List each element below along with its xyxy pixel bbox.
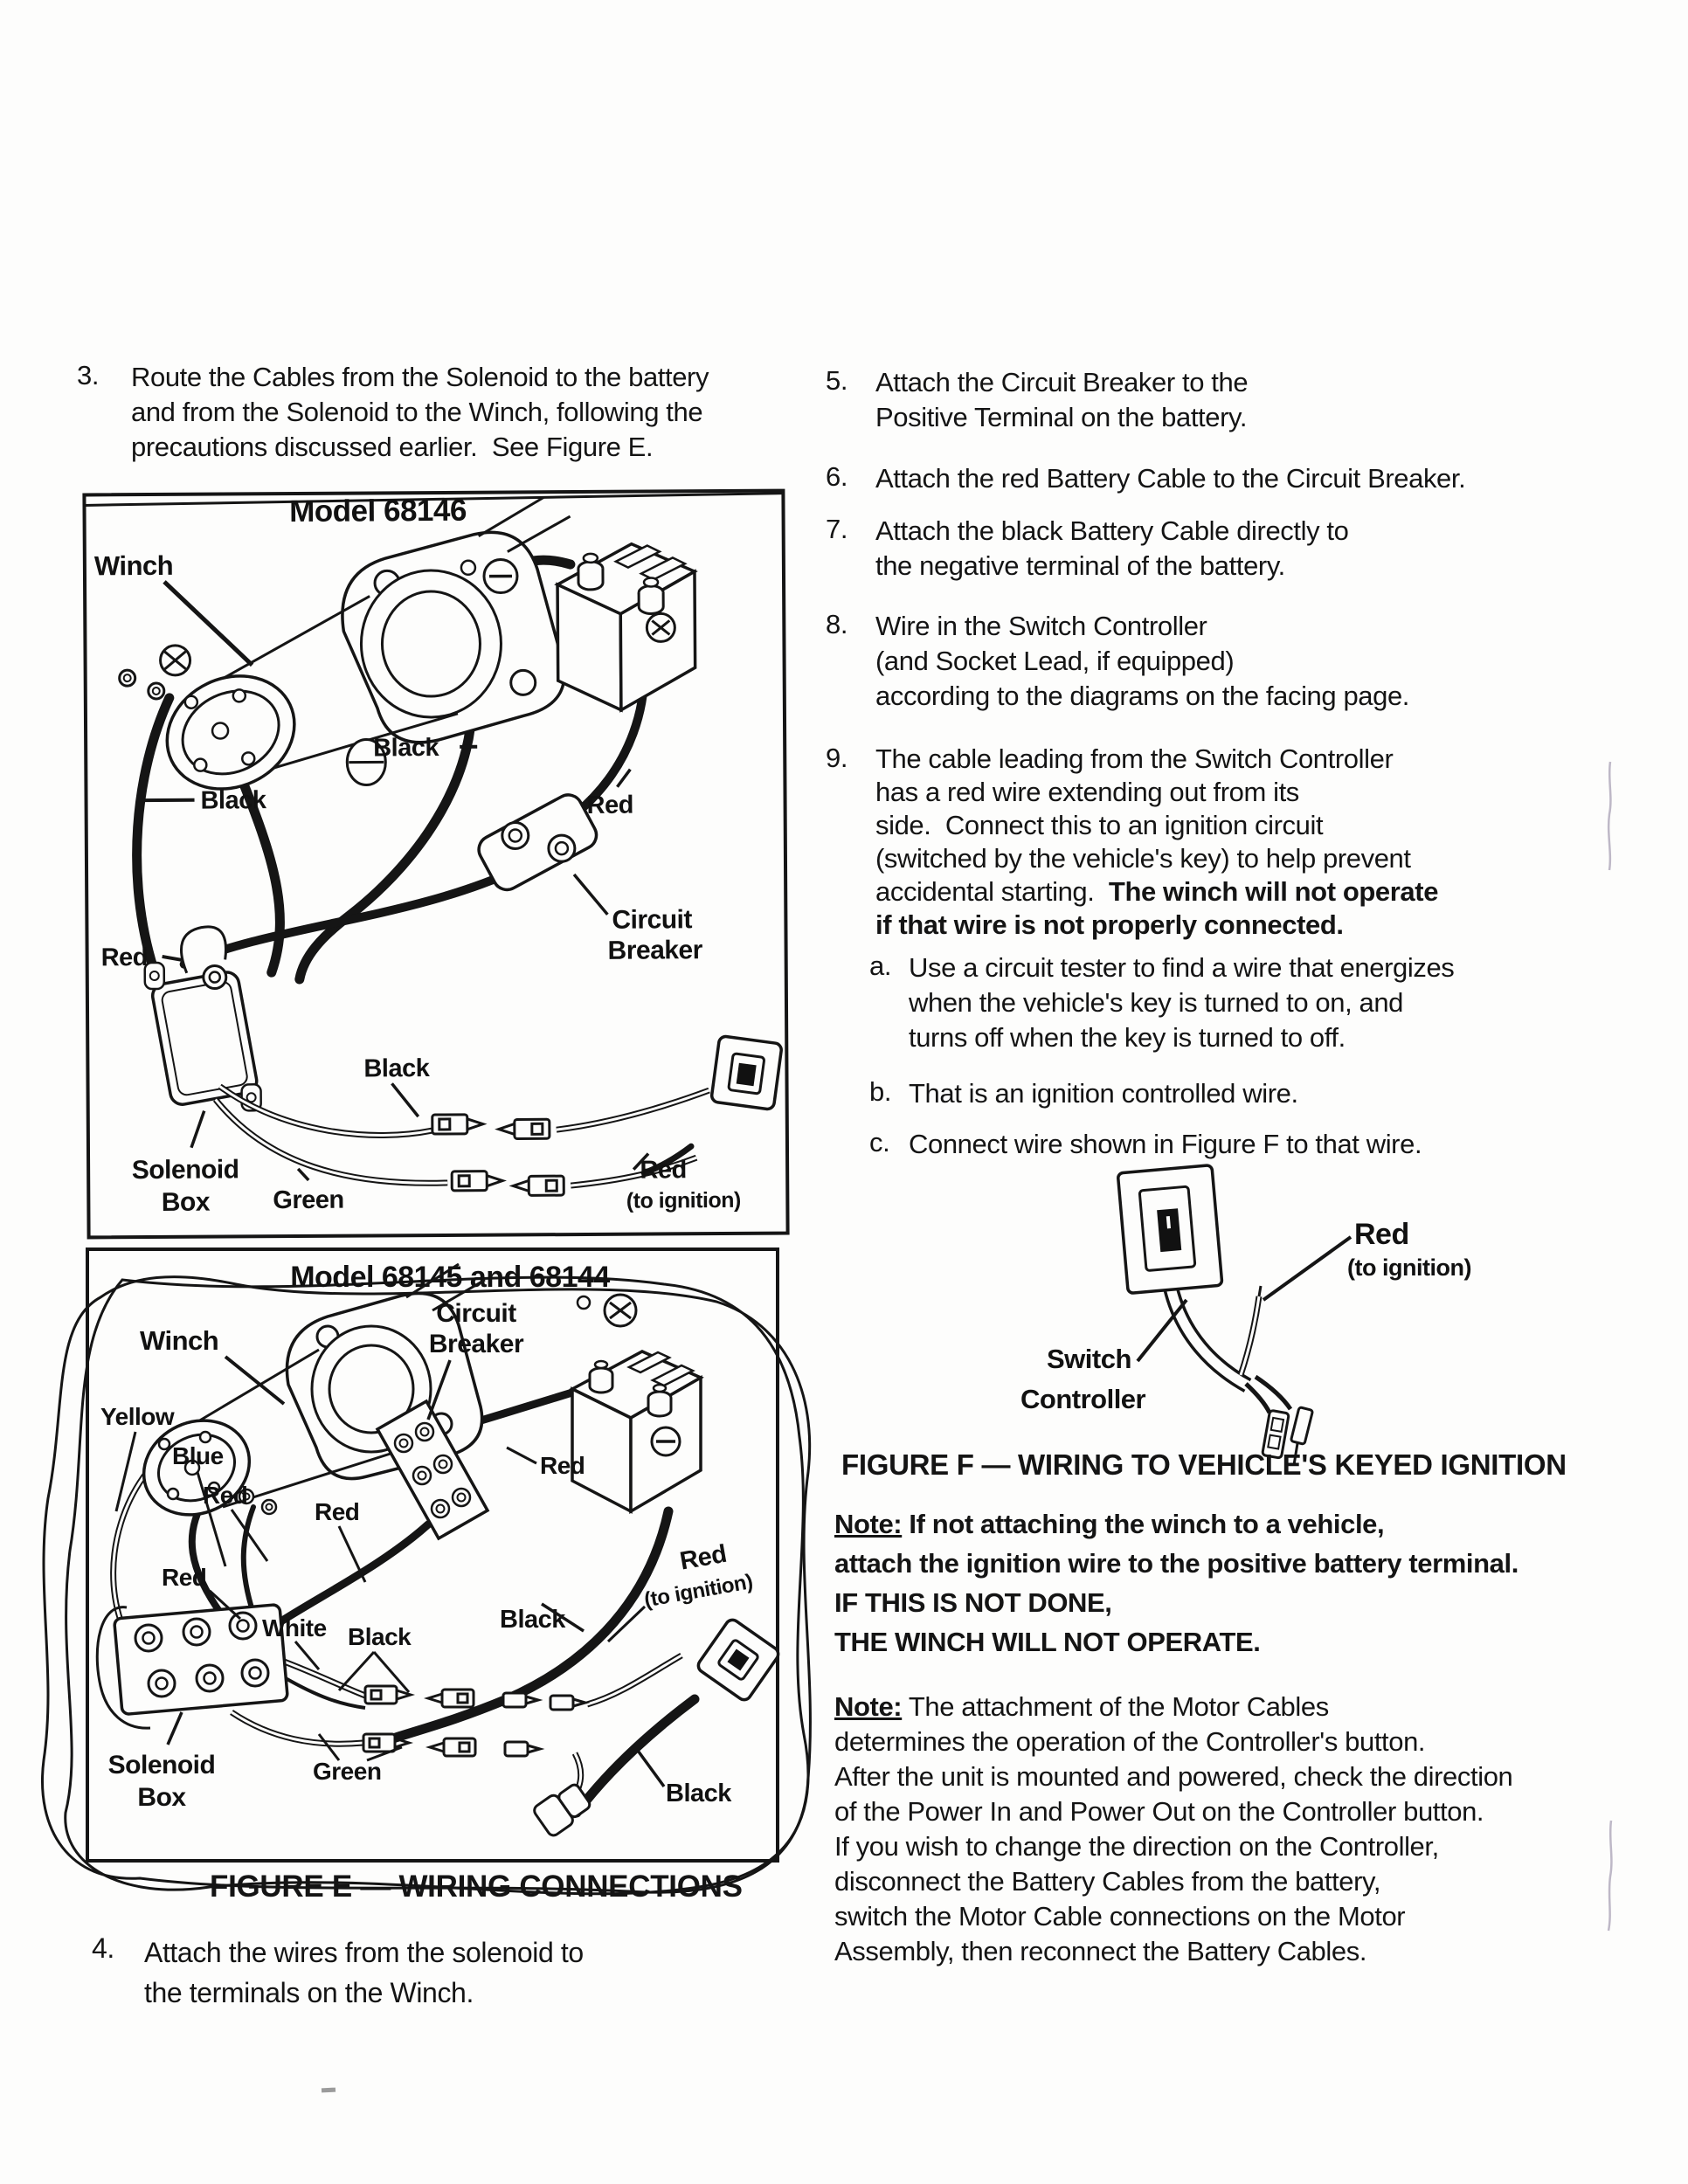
circuit-breaker-drawing — [474, 790, 601, 895]
battery-drawing — [572, 1295, 701, 1511]
item-text-line: side. Connect this to an ignition circuit — [875, 810, 1324, 840]
svg-text:(to ignition): (to ignition) — [642, 1570, 755, 1613]
item-number: 6. — [826, 461, 848, 492]
item-letter: c. — [869, 1127, 890, 1158]
item-text-line: the negative terminal of the battery. — [875, 550, 1285, 581]
label-green: Green — [313, 1758, 382, 1785]
label-solenoid-box: Box — [137, 1783, 186, 1812]
scan-artifact — [1604, 1819, 1618, 1932]
item-text-line: Wire in the Switch Controller — [875, 611, 1207, 641]
label-green: Green — [273, 1185, 344, 1215]
label-solenoid-box: Solenoid — [131, 1155, 239, 1185]
phillips-screw-icon — [160, 646, 190, 675]
list-item-9 — [826, 743, 1438, 942]
label-blue: Blue — [172, 1442, 224, 1469]
list-item-9b — [869, 1076, 1298, 1111]
note-line: Assembly, then reconnect the Battery Cables. — [834, 1936, 1367, 1966]
figure-f-caption: FIGURE F — WIRING TO VEHICLE'S KEYED IGNITION — [841, 1448, 1567, 1481]
battery-terminal — [578, 554, 603, 590]
label-winch: Winch — [93, 549, 174, 582]
note-line: THE WINCH WILL NOT OPERATE. — [834, 1627, 1261, 1657]
switch-controller-drawing — [1117, 1165, 1222, 1294]
ignition-plug-drawing — [695, 1617, 780, 1702]
label-red: Red — [1354, 1218, 1409, 1251]
label-red: Red — [586, 791, 633, 819]
item-text-line: (switched by the vehicle's key) to help prevent — [875, 843, 1411, 874]
item-text-line: Positive Terminal on the battery. — [875, 402, 1248, 432]
label-switch-controller: Switch — [1047, 1344, 1131, 1374]
list-item-8 — [826, 609, 1409, 714]
note-label: Note: — [834, 1691, 903, 1722]
item-text-line: has a red wire extending out from its — [875, 777, 1299, 807]
item-text-line: Attach the wires from the solenoid to — [144, 1937, 584, 1968]
label-winch: Winch — [140, 1325, 219, 1356]
note-line: Note: If not attaching the winch to a vehicle, — [834, 1509, 1385, 1539]
item-number: 4. — [92, 1932, 114, 1964]
list-item-6 — [826, 461, 1465, 496]
diagram-title: Model 68145 and 68144 — [290, 1261, 610, 1294]
label-red-to-ignition: (to ignition) — [626, 1187, 741, 1213]
item-text-line: accidental starting. The winch will not operate — [875, 876, 1439, 907]
plus-terminal-icon — [605, 1295, 636, 1326]
label-circuit-breaker: Breaker — [428, 1330, 524, 1358]
solenoid-box-drawing — [97, 1604, 287, 1728]
label-black: Black — [666, 1780, 731, 1807]
figure-f-diagram — [1005, 1158, 1564, 1452]
label-solenoid-box: Solenoid — [107, 1751, 216, 1780]
ignition-switch-drawing — [711, 1036, 782, 1110]
note-line: Note: The attachment of the Motor Cables — [834, 1691, 1329, 1722]
battery-terminal — [590, 1361, 612, 1393]
note-ignition-wire — [834, 1504, 1519, 1662]
label-black: Black — [363, 1054, 430, 1083]
list-item-3 — [77, 360, 709, 465]
item-number: 5. — [826, 365, 848, 396]
item-text-line: (and Socket Lead, if equipped) — [875, 646, 1235, 676]
plus-terminal-icon — [647, 613, 675, 641]
label-black: Black — [200, 786, 266, 815]
item-number: 9. — [826, 743, 848, 773]
item-text-line: That is an ignition controlled wire. — [909, 1078, 1298, 1109]
note-line: If you wish to change the direction on the Controller, — [834, 1831, 1439, 1862]
lead-wires — [1246, 1377, 1290, 1413]
red-ignition-wire — [1241, 1286, 1261, 1375]
item-number: 7. — [826, 514, 848, 544]
note-line: of the Power In and Power Out on the Controller button. — [834, 1796, 1484, 1827]
item-number: 8. — [826, 609, 848, 639]
label-white: White — [262, 1614, 327, 1641]
item-text-line: according to the diagrams on the facing page. — [875, 681, 1410, 711]
item-number: 3. — [77, 360, 100, 390]
label-black: Black — [373, 733, 439, 763]
list-item-9c — [869, 1127, 1422, 1162]
solenoid-box-drawing — [144, 927, 260, 1112]
note-motor-cables — [834, 1690, 1512, 1969]
stud-icon — [578, 1296, 590, 1309]
item-text-line: and from the Solenoid to the Winch, following the — [131, 397, 703, 427]
label-red-to-ignition: Red — [640, 1156, 687, 1185]
figure-e-caption: FIGURE E — WIRING CONNECTIONS — [210, 1870, 743, 1904]
note-line: IF THIS IS NOT DONE, — [834, 1587, 1112, 1618]
item-text-line: if that wire is not properly connected. — [875, 909, 1344, 940]
label-yellow: Yellow — [100, 1403, 175, 1430]
item-text-line: Attach the Circuit Breaker to the — [875, 367, 1249, 397]
label-circuit-breaker: Breaker — [607, 936, 702, 965]
item-letter: a. — [869, 950, 892, 981]
item-text-line: Connect wire shown in Figure F to that wire. — [909, 1129, 1422, 1159]
note-label: Note: — [834, 1509, 903, 1539]
minus-terminal-icon — [484, 559, 517, 592]
item-text-line: precautions discussed earlier. See Figure E. — [131, 432, 654, 462]
note-line: attach the ignition wire to the positive battery terminal. — [834, 1548, 1519, 1579]
label-black: Black — [500, 1606, 565, 1634]
figure-e-model-68145-68144-diagram — [17, 1219, 830, 1931]
minus-terminal-icon — [652, 1427, 680, 1455]
list-item-9a — [869, 950, 1454, 1055]
note-line: determines the operation of the Controller's button. — [834, 1726, 1426, 1757]
inline-connector — [532, 1780, 593, 1838]
label-circuit-breaker: Circuit — [436, 1299, 516, 1328]
label-circuit-breaker: Circuit — [612, 905, 693, 935]
item-text-line: Use a circuit tester to find a wire that energizes — [909, 952, 1455, 983]
item-text-line: the terminals on the Winch. — [144, 1977, 474, 2008]
scan-artifact — [322, 2088, 336, 2093]
note-line: switch the Motor Cable connections on the Motor — [834, 1901, 1406, 1932]
item-text-line: when the vehicle's key is turned to on, and — [909, 987, 1404, 1018]
item-text-line: Attach the red Battery Cable to the Circuit Breaker. — [875, 463, 1466, 494]
label-red: Red — [162, 1564, 207, 1591]
label-to-ignition: (to ignition) — [1347, 1254, 1471, 1281]
label-red: Red — [100, 943, 149, 972]
item-text-line: Route the Cables from the Solenoid to the battery — [131, 362, 709, 392]
svg-text:Red: Red — [677, 1539, 729, 1576]
figure-e-model-68146-diagram — [83, 482, 792, 1247]
item-text-line: The cable leading from the Switch Controller — [875, 743, 1394, 774]
note-line: After the unit is mounted and powered, check the direction — [834, 1761, 1513, 1792]
label-switch-controller: Controller — [1020, 1384, 1146, 1414]
note-line: disconnect the Battery Cables from the battery, — [834, 1866, 1381, 1897]
item-text-line: turns off when the key is turned to off. — [909, 1022, 1346, 1053]
item-letter: b. — [869, 1076, 892, 1107]
wire-connectors — [432, 1114, 564, 1196]
list-item-7 — [826, 514, 1348, 584]
label-red: Red — [540, 1452, 585, 1479]
list-item-5 — [826, 365, 1248, 435]
item-text-line: Attach the black Battery Cable directly to — [875, 515, 1349, 546]
label-red: Red — [203, 1482, 248, 1509]
label-black: Black — [348, 1623, 412, 1650]
label-red: Red — [315, 1498, 360, 1525]
diagram-title: Model 68146 — [289, 493, 467, 529]
list-item-4 — [92, 1932, 584, 2013]
label-solenoid-box: Box — [161, 1187, 211, 1217]
stud-icon — [461, 561, 475, 575]
scan-artifact — [1604, 760, 1618, 874]
